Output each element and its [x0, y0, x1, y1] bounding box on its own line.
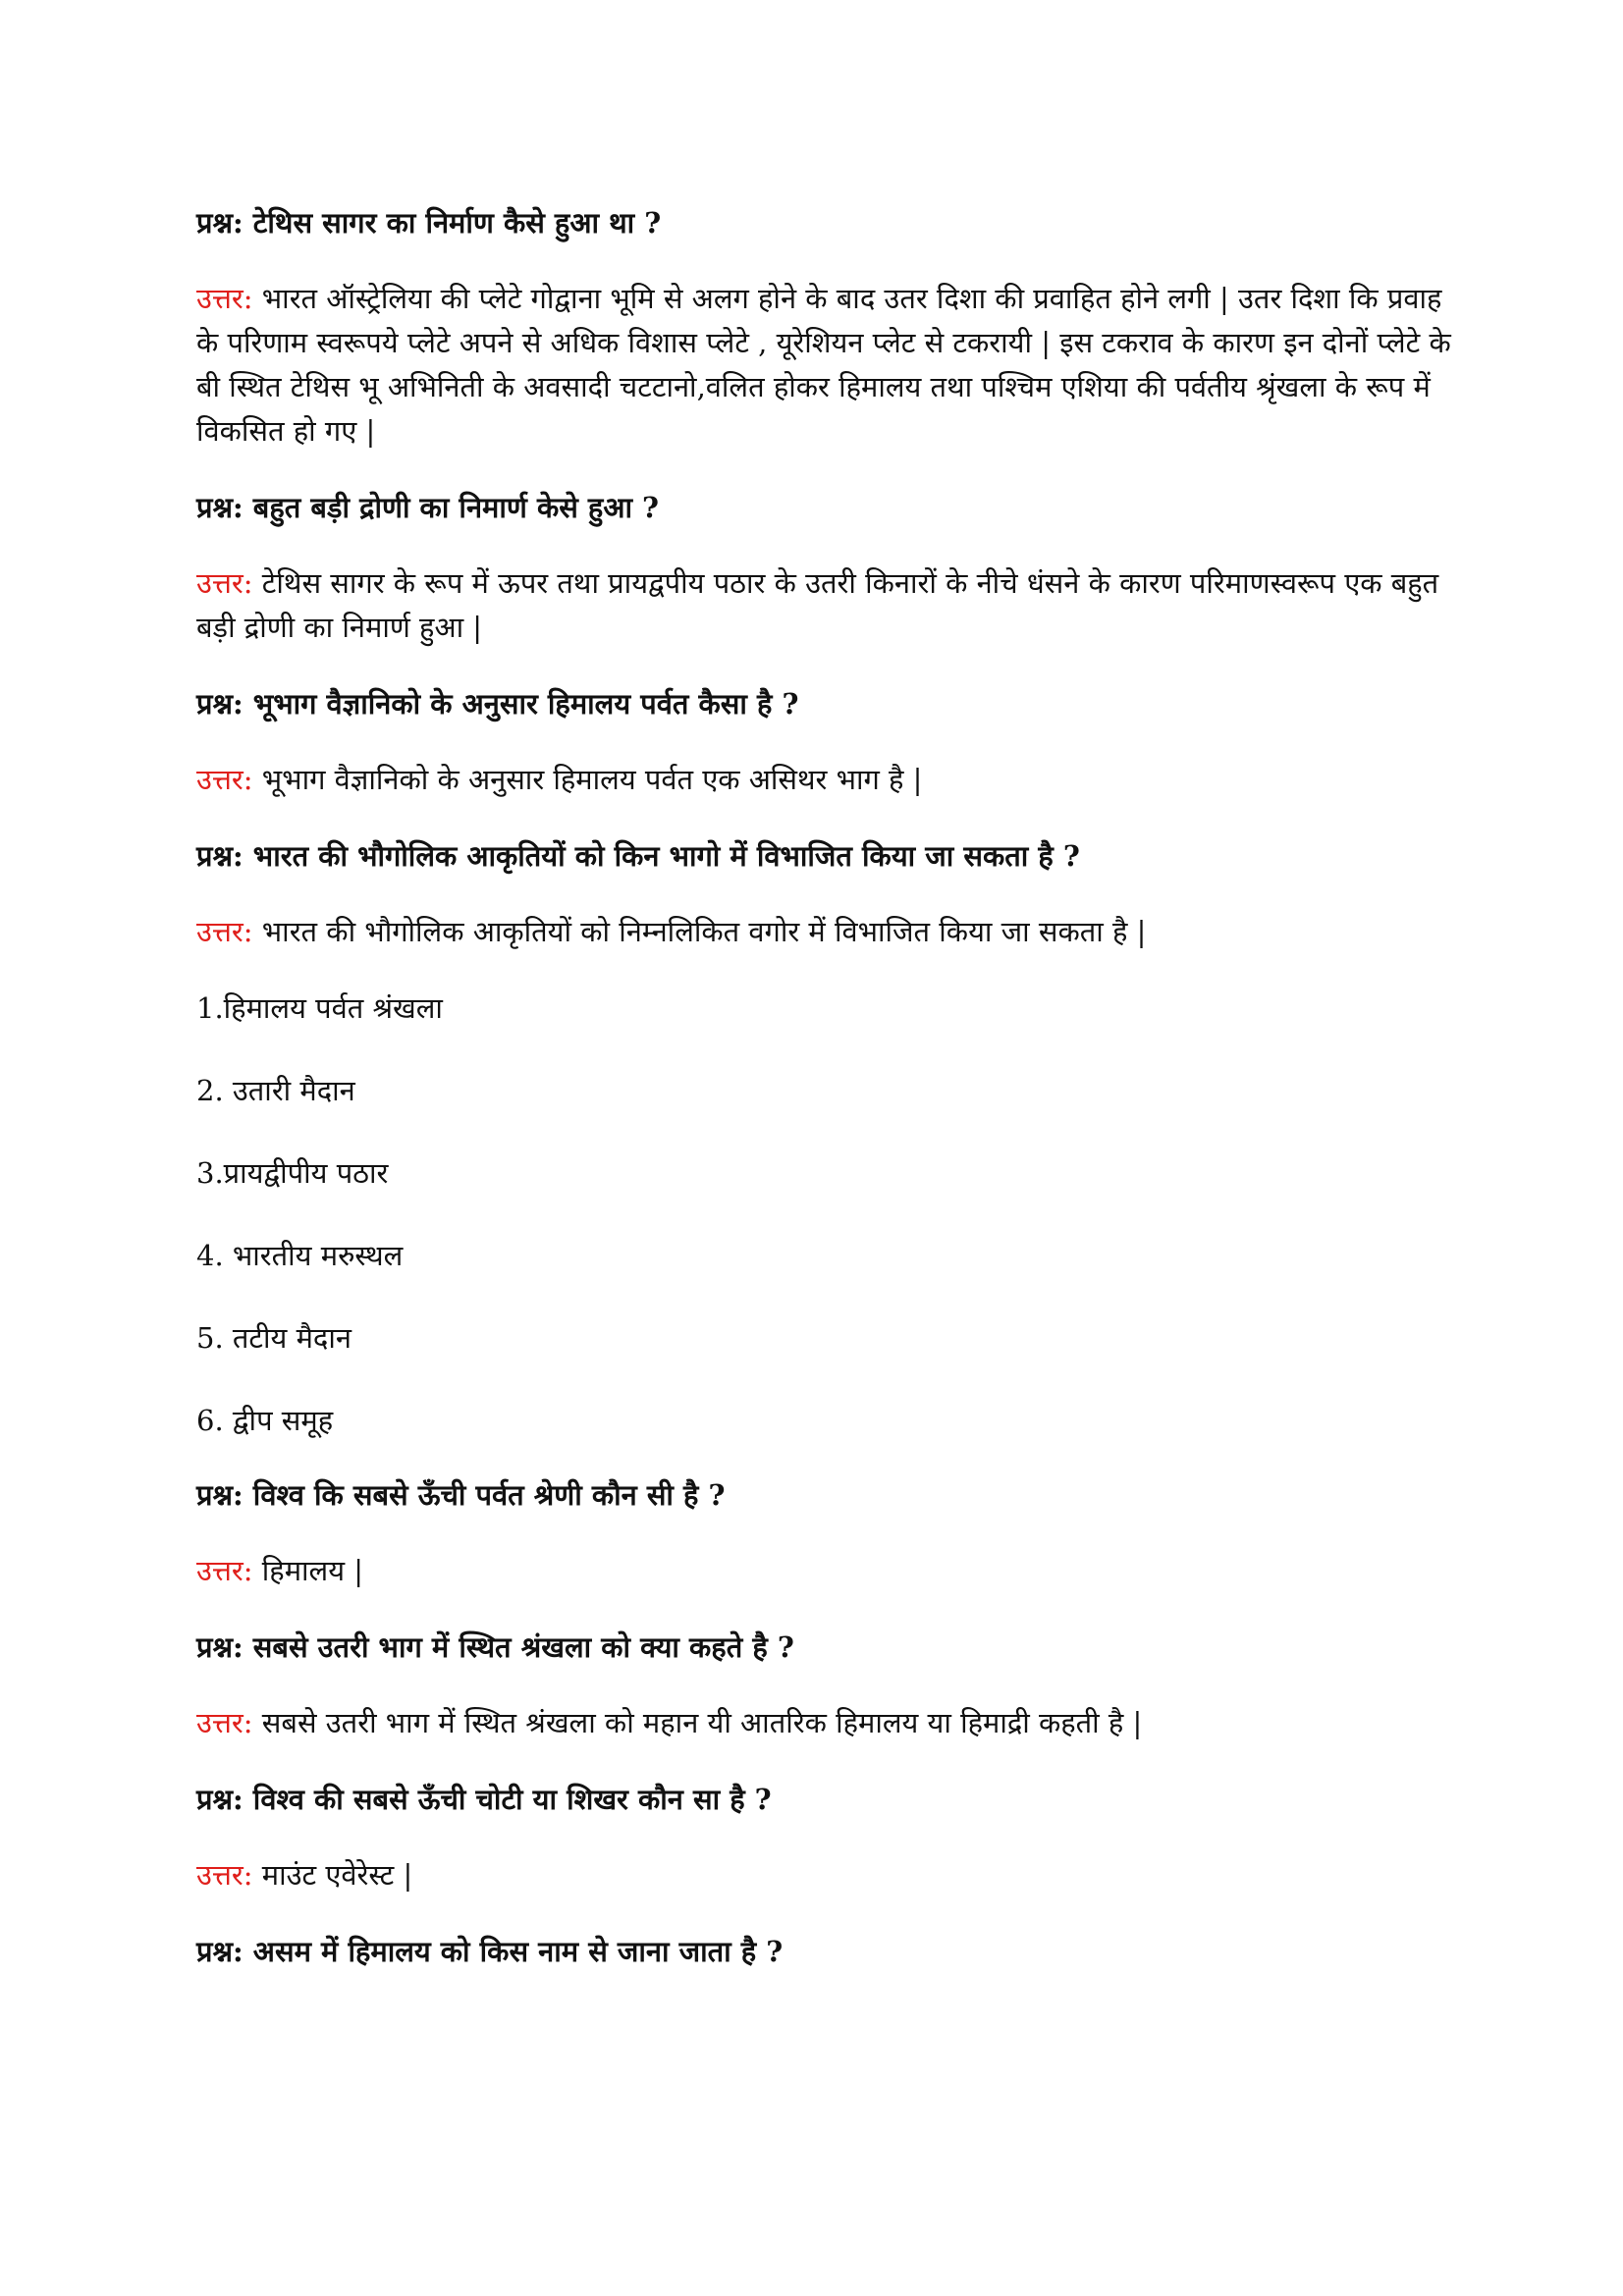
answer-3: [196, 758, 1453, 802]
answer-4: [196, 910, 1453, 954]
answer-6: [196, 1701, 1453, 1745]
question-2: प्रश्न: बहुत बड़ी द्रोणी का निमार्ण केसे हुआ ?: [196, 491, 660, 524]
answer-7: [196, 1853, 1453, 1897]
list-item: 1.हिमालय पर्वत श्रंखला: [196, 991, 443, 1025]
answer-2-text: टेथिस सागर के रूप में ऊपर तथा प्रायद्वपीय पठार के उतरी किनारों के नीचे धंसने के कारण परिमाणस्वरूप एक बहुत बड़ी द्रोणी का निमार्ण हुआ |: [196, 566, 1439, 644]
answer-prefix: उत्तर:: [196, 1858, 253, 1892]
list-item: 5. तटीय मैदान: [196, 1321, 352, 1355]
answer-6-text: सबसे उतरी भाग में स्थित श्रंखला को महान यी आतरिक हिमालय या हिमाद्री कहती है |: [261, 1706, 1143, 1739]
answer-7-text: माउंट एवेरेस्ट |: [261, 1858, 413, 1892]
list-item: 4. भारतीय मरुस्थल: [196, 1239, 404, 1272]
answer-4-text: भारत की भौगोलिक आकृतियों को निम्नलिकित वगोर में विभाजित किया जा सकता है |: [261, 915, 1147, 948]
question-3: प्रश्न: भूभाग वैज्ञानिको के अनुसार हिमालय पर्वत कैसा है ?: [196, 687, 799, 721]
answer-1-text: भारत ऑस्ट्रेलिया की प्लेटे गोद्वाना भूमि से अलग होने के बाद उतर दिशा की प्रवाहित होने लगी | उतर दिशा कि प्रवाह के परिणाम स्वरूपये प्लेटे अपने से अधिक विशास प्लेटे , यूरेशियन प्लेट से टकरायी | इस टकराव के कारण इन दोनों प्लेटे के बी स्थित टेथिस भू अभिनिती के अवसादी चटटानो,वलित होकर हिमालय तथा पश्चिम एशिया की पर्वतीय श्रृंखला के रूप में विकसित हो गए |: [196, 282, 1451, 448]
answer-prefix: उत्तर:: [196, 1706, 253, 1739]
answer-3-text: भूभाग वैज्ञानिको के अनुसार हिमालय पर्वत एक असिथर भाग है |: [261, 763, 923, 796]
answer-prefix: उत्तर:: [196, 1554, 253, 1587]
question-1: प्रश्न: टेथिस सागर का निर्माण कैसे हुआ था ?: [196, 206, 662, 240]
question-5: प्रश्न: विश्व कि सबसे ऊँची पर्वत श्रेणी कौन सी है ?: [196, 1478, 726, 1512]
answer-5-text: हिमालय |: [261, 1554, 364, 1587]
question-6: प्रश्न: सबसे उतरी भाग में स्थित श्रंखला को क्या कहते है ?: [196, 1630, 794, 1664]
answer-5: [196, 1549, 1453, 1593]
question-7: प्रश्न: विश्व की सबसे ऊँची चोटी या शिखर कौन सा है ?: [196, 1783, 772, 1816]
answer-prefix: उत्तर:: [196, 915, 253, 948]
answer-prefix: उत्तर:: [196, 763, 253, 796]
answer-1: [196, 277, 1453, 454]
list-item: 2. उतारी मैदान: [196, 1074, 355, 1107]
answer-prefix: उत्तर:: [196, 282, 253, 315]
answer-2: [196, 561, 1453, 650]
answer-prefix: उत्तर:: [196, 566, 253, 600]
question-4: प्रश्न: भारत की भौगोलिक आकृतियों को किन भागो में विभाजित किया जा सकता है ?: [196, 839, 1080, 873]
document-content: [196, 202, 1453, 2005]
question-8: प्रश्न: असम में हिमालय को किस नाम से जाना जाता है ?: [196, 1935, 784, 1968]
list-item: 6. द्वीप समूह: [196, 1404, 334, 1437]
list-item: 3.प्रायद्वीपीय पठार: [196, 1156, 389, 1190]
